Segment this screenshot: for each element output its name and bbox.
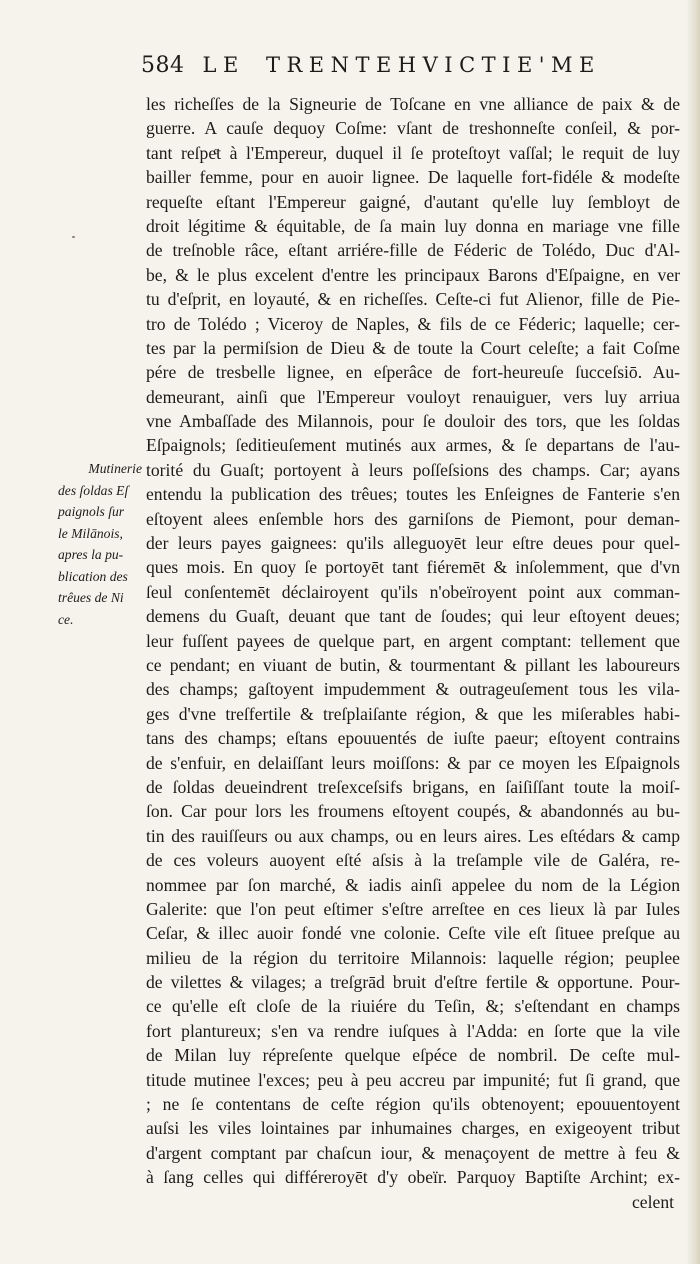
ink-speck bbox=[72, 236, 75, 238]
page-edge-shadow bbox=[686, 0, 700, 1264]
marginal-note-line: le Milānois, bbox=[58, 525, 123, 541]
marginal-note bbox=[58, 458, 142, 630]
body-text-line: celent bbox=[632, 1191, 674, 1212]
body-text-line: eſtoyent alees enſemble hors des garniſons de Piemont, pour deman- bbox=[146, 508, 680, 529]
body-text-line: tu d'eſprit, en loyauté, & en richeſſes. Ceſte-ci fut Alienor, fille de Pie- bbox=[146, 289, 680, 310]
body-text-line: demeurant, ainſi que l'Empereur vouloyt renauiguer, vers luy arriua bbox=[146, 386, 680, 407]
body-text-line: ce pendant; en viuant de butin, & tourmentant & pillant les laboureurs bbox=[146, 654, 680, 675]
body-text-line: de Milan luy répreſente quelque eſpéce de nombril. De ceſte mul- bbox=[146, 1045, 680, 1066]
body-text-line: bailler femme, pour en auoir lignee. De laquelle fort-fidéle & modeſte bbox=[146, 167, 680, 188]
marginal-note-line: des ſoldas Eſ bbox=[58, 482, 129, 498]
page-number: 584 bbox=[141, 53, 185, 78]
body-text-line: ſeul conſentemēt déclairoyent qu'ils n'obeïroyent point aux comman- bbox=[146, 581, 680, 602]
marginal-note-line: blication des bbox=[58, 568, 128, 584]
page-header bbox=[141, 53, 619, 87]
body-text-line: Eſpaignols; ſeditieuſement mutinés aux armes, & ſe departans de l'au- bbox=[146, 435, 680, 456]
body-text-line: milieu de la région du territoire Milannois: laquelle région; peuplee bbox=[146, 947, 680, 968]
body-text-line: guerre. A cauſe dequoy Coſme: vſant de treshonneſte conſeil, & por- bbox=[146, 118, 680, 139]
body-text-line: tin des rauiſſeurs ou aux champs, ou en leurs aires. Les eſtédars & camp bbox=[146, 825, 680, 846]
body-text-line: auſsi les viles lointaines par inhumaines charges, en exigeoyent tribut bbox=[146, 1118, 680, 1139]
marginal-note-line: trêues de Ni bbox=[58, 590, 124, 605]
body-text-line: pére de tresbelle lignee, en eſperâce de fort-heureuſe ſucceſsiō. Au- bbox=[146, 362, 680, 383]
body-text-line: leur fuſſent payees de quelque part, en argent comptant: tellement que bbox=[146, 630, 680, 651]
body-text-line: droit légitime & équitable, de ſa main luy donna en mariage vne fille bbox=[146, 215, 680, 236]
body-text-line: Galerite: que l'on peut eſtimer s'eſtre arreſtee en ces lieux là par Iules bbox=[146, 898, 680, 919]
body-text-line: entendu la publication des trêues; toutes les Enſeignes de Fanterie s'en bbox=[146, 484, 680, 505]
marginal-note-line: ce. bbox=[58, 611, 74, 627]
marginal-note-line: Mutinerie bbox=[88, 461, 142, 476]
body-text-line: nommee par ſon marché, & iadis ainſi appelee du nom de la Légion bbox=[146, 874, 680, 895]
body-text-line: fort plantureux; s'en va rendre iuſques à l'Adda: en ſorte que la vile bbox=[146, 1020, 680, 1041]
body-text-line: ce qu'elle eſt cloſe de la riuiére du Teſin, &; s'eſtendant en champs bbox=[146, 996, 680, 1017]
body-text-line: ques mois. En quoy ſe portoyēt tant fiéremēt & inſolemment, que d'vn bbox=[146, 557, 680, 578]
body-text-line: des champs; gaſtoyent impudemment & outrageuſement tous les vila- bbox=[146, 679, 680, 700]
body-text-line: de vilettes & vilages; a treſgrād bruit d'eſtre fertile & opportune. Pour- bbox=[146, 972, 680, 993]
body-text-line: de s'enfuir, en delaiſſant leurs moiſſons: & par ce moyen les Eſpaignols bbox=[146, 752, 680, 773]
body-text-line: demens du Guaſt, deuant que tant de ſoudes; qui leur eſtoyent deues; bbox=[146, 606, 680, 627]
body-text-line: d'argent comptant par chaſcun iour, & menaçoyent de mettre à feu & bbox=[146, 1142, 680, 1163]
running-title: LE TRENTEHVICTIE'ME bbox=[202, 53, 601, 77]
body-text-line: de ces voleurs auoyent eſté aſsis à la treſample vile de Galéra, re- bbox=[146, 850, 680, 871]
body-text-line: tant reſpeͨt à l'Empereur, duquel il ſe proteſtoyt vaſſal; le requit de luy bbox=[146, 142, 680, 163]
body-text-line: tans des champs; eſtans epouuentés de iuſte paeur; eſtoyent contrains bbox=[146, 728, 680, 749]
body-text-line: à ſang celles qui différeroyēt d'y obeïr. Parquoy Baptiſte Archint; ex- bbox=[146, 1167, 680, 1188]
body-text-line: tes par la permiſsion de Dieu & de toute la Court celeſte; a fait Coſme bbox=[146, 337, 680, 358]
marginal-note-line: paignols ſur bbox=[58, 504, 125, 519]
body-text-line: de treſnoble râce, eſtant arriére-fille de Féderic de Tolédo, Duc d'Al- bbox=[146, 240, 680, 261]
body-text-line: be, & le plus excelent d'entre les principaux Barons d'Eſpaigne, en ver bbox=[146, 264, 680, 285]
body-text-line: de ſoldas deueindrent treſexceſsifs brigans, en ſaiſiſſant toute la moiſ- bbox=[146, 776, 680, 797]
body-text-line: Ceſar, & illec auoir fondé vne colonie. Ceſte vile eſt ſituee preſque au bbox=[146, 923, 680, 944]
body-text bbox=[146, 92, 680, 1214]
body-text-line: titude mutinee l'exces; peu à peu accreu par impunité; fut ſi grand, que bbox=[146, 1069, 680, 1090]
body-text-line: ; ne ſe contentans de ceſte région qu'ils obtenoyent; epouuentoyent bbox=[146, 1094, 680, 1115]
body-text-line: ſon. Car pour lors les froumens eſtoyent coupés, & abandonnés au bu- bbox=[146, 801, 680, 822]
body-text-line: ges d'vne treſfertile & treſplaiſante région, & que les miſerables habi- bbox=[146, 703, 680, 724]
body-text-line: der leurs payes gaignees: qu'ils alleguoyēt leur eſtre deues pour quel- bbox=[146, 533, 680, 554]
body-text-line: requeſte eſtant l'Empereur gaigné, d'autant qu'elle luy ſembloyt de bbox=[146, 191, 680, 212]
body-text-line: les richeſſes de la Signeurie de Toſcane en vne alliance de paix & de bbox=[146, 94, 680, 114]
marginal-note-line: apres la pu- bbox=[58, 547, 124, 562]
body-text-line: vne Ambaſſade des Milannois, pour ſe douloir des tors, que les ſoldas bbox=[146, 411, 680, 432]
body-text-line: torité du Guaſt; portoyent à leurs poſſeſsions des champs. Car; ayans bbox=[146, 459, 680, 480]
body-text-line: tro de Tolédo ; Viceroy de Naples, & fils de ce Féderic; laquelle; cer- bbox=[146, 313, 680, 334]
